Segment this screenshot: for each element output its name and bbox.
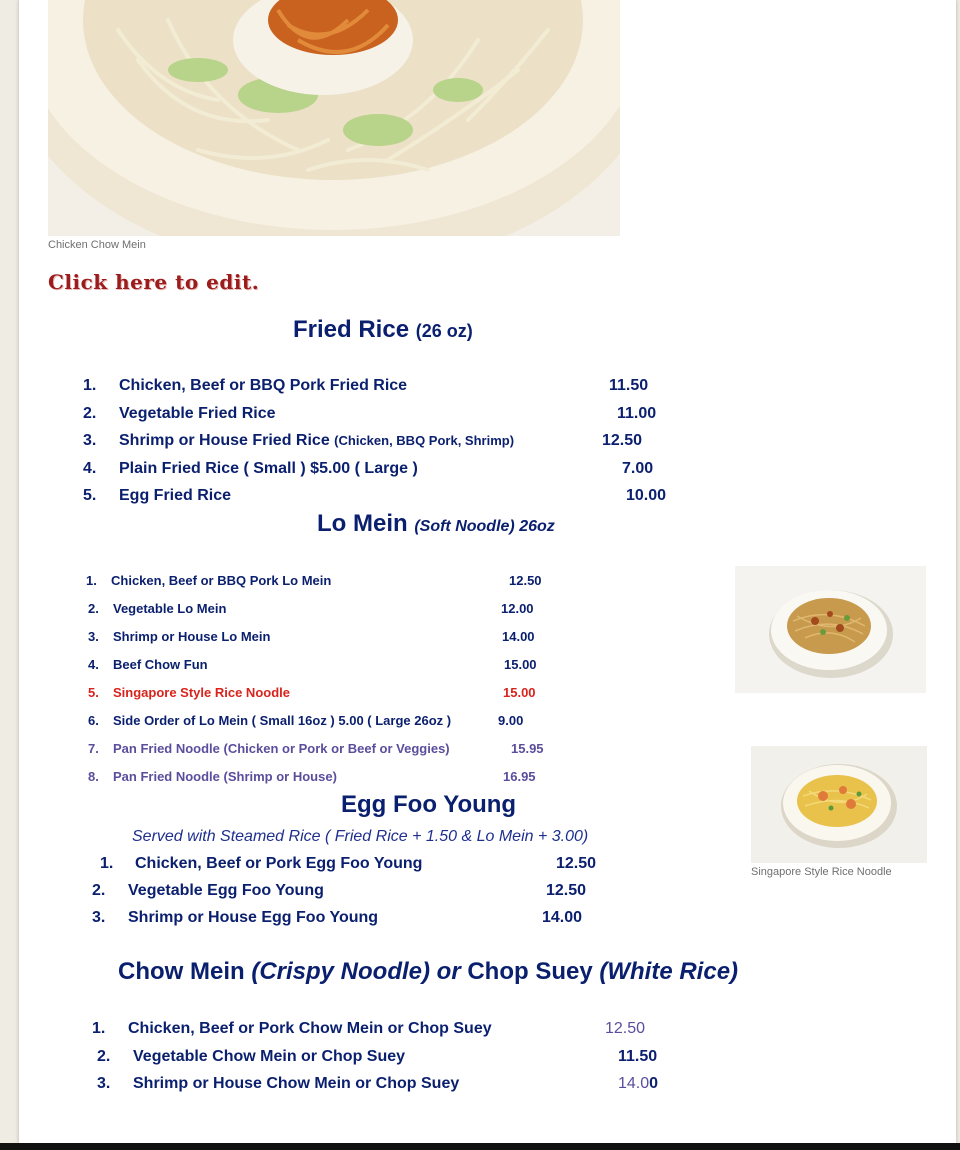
item-price: 12.50 [509, 573, 542, 588]
item-price: 11.00 [617, 405, 657, 422]
item-name: Shrimp or House Egg Foo Young [128, 909, 379, 926]
item-number: 3. [97, 1075, 111, 1092]
item-name: Singapore Style Rice Noodle [113, 685, 290, 700]
chow-mein-item [92, 1020, 492, 1038]
chicken-chow-mein-photo [48, 0, 620, 236]
lo-mein-item-featured [88, 685, 290, 700]
item-number: 2. [92, 882, 106, 899]
bottom-bar [0, 1143, 960, 1150]
item-name: Chicken, Beef or BBQ Pork Lo Mein [111, 573, 332, 588]
lo-mein-item [86, 573, 331, 588]
item-number: 5. [83, 487, 97, 504]
egg-foo-young-item [92, 882, 324, 900]
item-price: 11.50 [618, 1048, 658, 1065]
chow-mein-heading [118, 958, 738, 986]
egg-foo-young-title: Egg Foo Young [341, 791, 517, 818]
item-note: (Chicken, BBQ Pork, Shrimp) [334, 433, 515, 448]
item-name: Vegetable Fried Rice [119, 405, 276, 422]
lo-mein-title: Lo Mein [317, 510, 408, 537]
item-number: 1. [92, 1020, 106, 1037]
fried-rice-item [83, 460, 418, 478]
price-part: 0 [649, 1075, 659, 1092]
item-name: Shrimp or House Lo Mein [113, 629, 271, 644]
chop-suey-title: Chop Suey [467, 958, 593, 985]
item-number: 2. [83, 405, 97, 422]
price-part: 14.0 [618, 1075, 650, 1092]
item-name: Beef Chow Fun [113, 657, 208, 672]
item-number: 8. [88, 769, 99, 784]
fried-rice-title: Fried Rice [293, 316, 410, 343]
item-number: 6. [88, 713, 99, 728]
item-price: 15.95 [511, 741, 544, 756]
item-name: Pan Fried Noodle (Chicken or Pork or Beef or Veggies) [113, 741, 450, 756]
item-name: Shrimp or House Fried Rice [119, 432, 330, 449]
chow-mein-title: Chow Mein [118, 958, 245, 985]
lo-mein-subtitle: (Soft Noodle) 26oz [414, 518, 555, 535]
lo-mein-item [88, 769, 337, 784]
item-name: Pan Fried Noodle (Shrimp or House) [113, 769, 337, 784]
lo-mein-heading [317, 510, 555, 538]
item-price [618, 1075, 658, 1093]
fried-rice-item [83, 377, 407, 395]
item-price: 12.50 [602, 432, 643, 449]
fried-rice-item [83, 405, 276, 423]
fried-rice-heading [293, 316, 473, 344]
lo-mein-item [88, 657, 208, 672]
item-name: Side Order of Lo Mein ( Small 16oz ) 5.00 ( Large 26oz ) [113, 713, 452, 728]
item-name: Chicken, Beef or Pork Egg Foo Young [135, 855, 423, 872]
item-price: 15.00 [504, 657, 537, 672]
item-number: 3. [83, 432, 97, 449]
item-price: 14.00 [542, 909, 583, 926]
item-name: Vegetable Egg Foo Young [128, 882, 324, 899]
item-name: Shrimp or House Chow Mein or Chop Suey [133, 1075, 460, 1092]
item-price: 7.00 [622, 460, 654, 477]
item-name: Egg Fried Rice [119, 487, 232, 504]
item-number: 3. [92, 909, 106, 926]
page-panel [19, 0, 956, 1143]
item-number: 4. [88, 657, 99, 672]
edit-link[interactable]: Click here to edit. [48, 270, 260, 294]
item-name: Plain Fried Rice ( Small ) $5.00 ( Large ) [119, 460, 418, 477]
item-number: 1. [86, 573, 97, 588]
egg-foo-young-item [100, 855, 422, 873]
item-name: Chicken, Beef or Pork Chow Mein or Chop Suey [128, 1020, 492, 1037]
fried-rice-item [83, 432, 514, 450]
item-price: 16.95 [503, 769, 536, 784]
lo-mein-item [88, 601, 226, 616]
item-number: 4. [83, 460, 97, 477]
chow-mein-item [97, 1048, 405, 1066]
lo-mein-photo [735, 566, 926, 693]
item-name: Chicken, Beef or BBQ Pork Fried Rice [119, 377, 408, 394]
lo-mein-item [88, 741, 450, 756]
lo-mein-item [88, 713, 451, 728]
fried-rice-size: (26 oz) [415, 321, 473, 341]
item-number: 1. [83, 377, 97, 394]
item-number: 2. [88, 601, 99, 616]
egg-foo-young-subtitle: Served with Steamed Rice ( Fried Rice + 1.50 & Lo Mein + 3.00) [132, 828, 589, 845]
item-price: 12.50 [546, 882, 587, 899]
item-number: 7. [88, 741, 99, 756]
item-name: Vegetable Lo Mein [113, 601, 227, 616]
item-price: 15.00 [503, 685, 536, 700]
singapore-photo-caption: Singapore Style Rice Noodle [751, 866, 892, 878]
item-price: 11.50 [609, 377, 649, 394]
item-price: 12.50 [556, 855, 597, 872]
item-number: 3. [88, 629, 99, 644]
chop-suey-subtitle: (White Rice) [599, 958, 739, 985]
chow-mein-subtitle: (Crispy Noodle) or [251, 958, 461, 985]
hero-photo-caption: Chicken Chow Mein [48, 239, 146, 251]
lo-mein-item [88, 629, 270, 644]
item-name: Vegetable Chow Mein or Chop Suey [133, 1048, 406, 1065]
chow-mein-item [97, 1075, 459, 1093]
item-price: 14.00 [502, 629, 535, 644]
singapore-noodle-photo [751, 746, 927, 863]
item-number: 1. [100, 855, 114, 872]
item-number: 2. [97, 1048, 111, 1065]
item-number: 5. [88, 685, 99, 700]
fried-rice-item [83, 487, 231, 505]
egg-foo-young-item [92, 909, 378, 927]
item-price: 9.00 [498, 713, 524, 728]
item-price: 12.50 [605, 1020, 646, 1037]
item-price: 10.00 [626, 487, 667, 504]
item-price: 12.00 [501, 601, 534, 616]
